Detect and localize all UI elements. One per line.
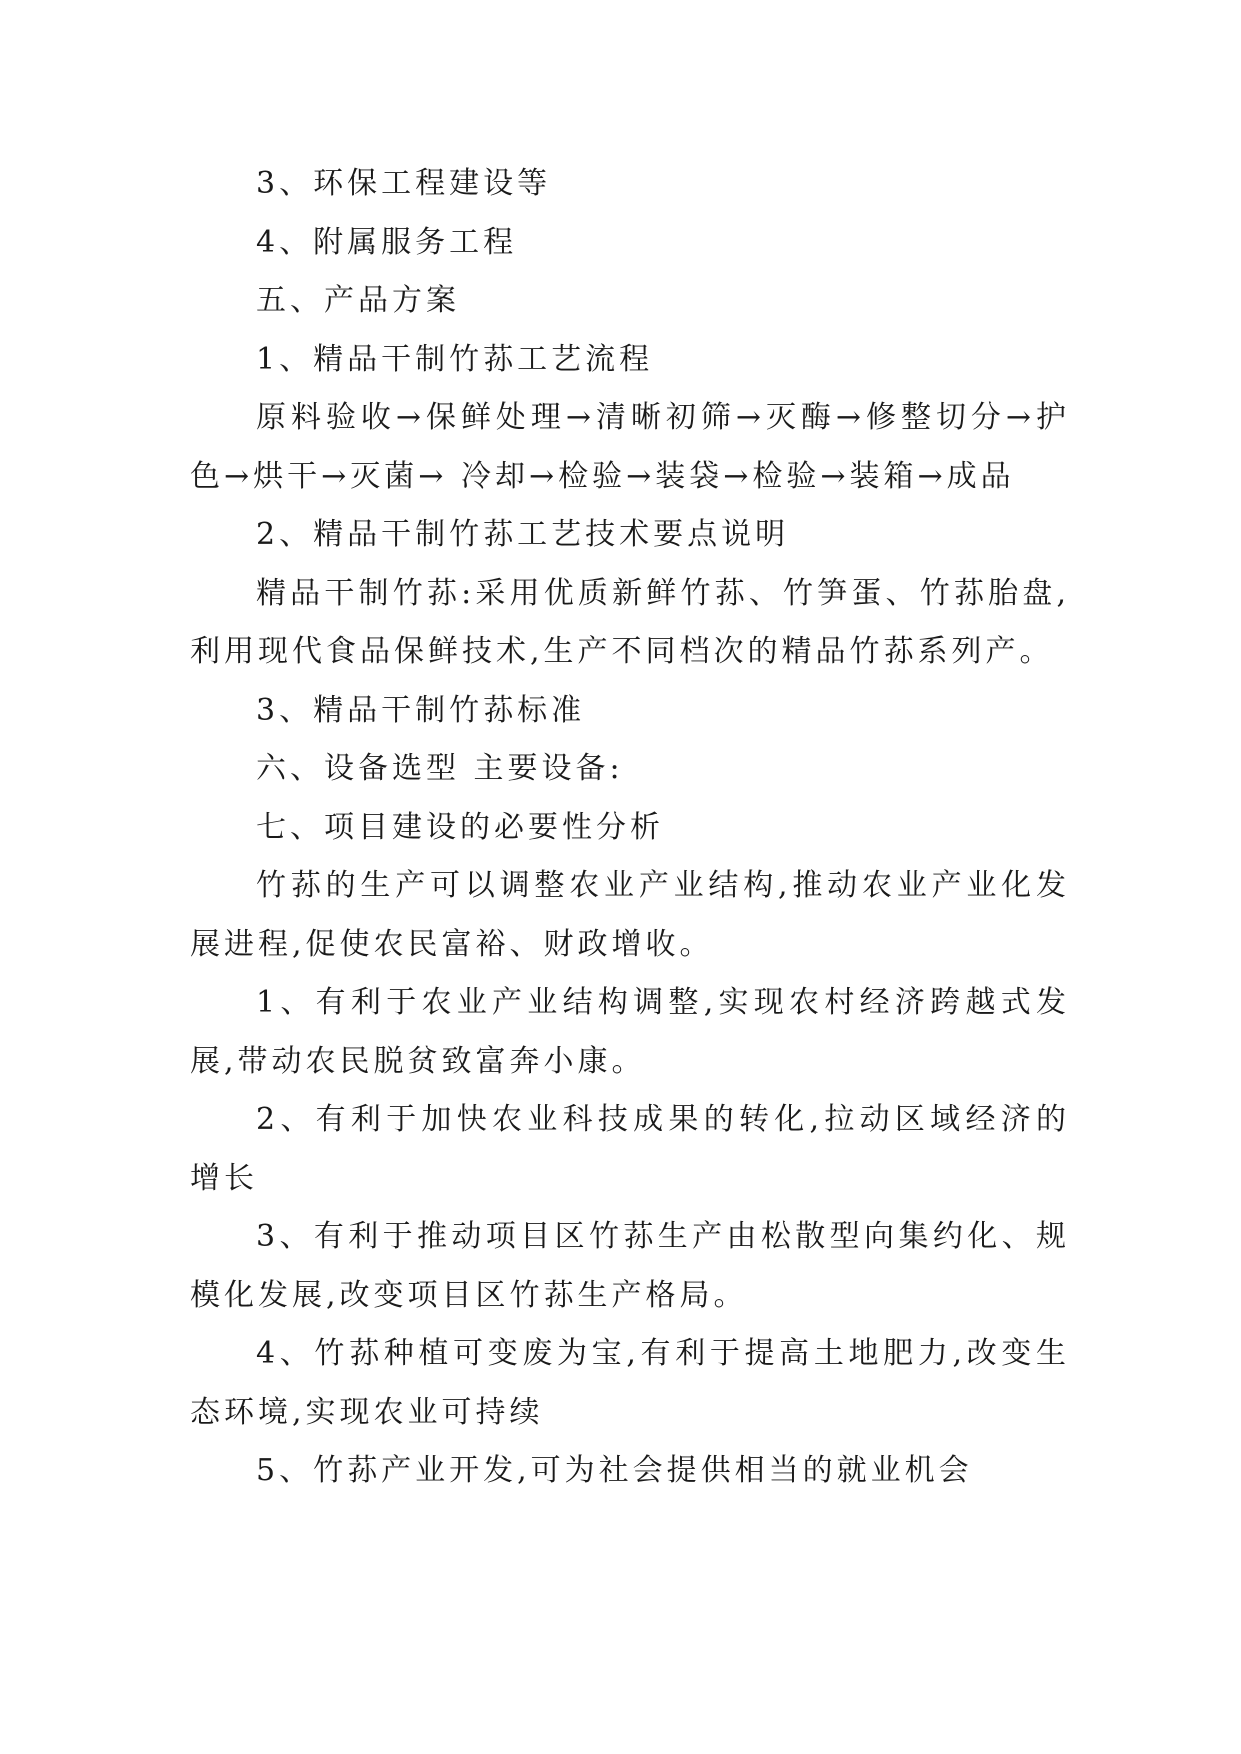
heading-necessity-analysis: 七、项目建设的必要性分析 [256,809,664,845]
subheading-product-standard: 3、精品干制竹荪标准 [256,692,586,728]
list-item-necessity-4: 4、竹荪种植可变废为宝,有利于提高土地肥力,改变生态环境,实现农业可持续 [190,1336,1070,1430]
paragraph-technical-description: 精品干制竹荪:采用优质新鲜竹荪、竹笋蛋、竹荪胎盘,利用现代食品保鲜技术,生产不同档次的精品竹荪系列产。 [190,575,1070,669]
subheading-process-flow: 1、精品干制竹荪工艺流程 [256,341,654,377]
subheading-technical-points: 2、精品干制竹荪工艺技术要点说明 [256,517,790,552]
list-item-necessity-2: 2、有利于加快农业科技成果的转化,拉动区域经济的增长 [190,1102,1070,1196]
list-item-necessity-3: 3、有利于推动项目区竹荪生产由松散型向集约化、规模化发展,改变项目区竹荪生产格局。 [190,1219,1070,1313]
heading-product-plan: 五、产品方案 [256,283,460,318]
list-item-necessity-1: 1、有利于农业产业结构调整,实现农村经济跨越式发展,带动农民脱贫致富奔小康。 [190,985,1070,1079]
heading-equipment-selection: 六、设备选型 主要设备: [256,751,624,786]
list-item-necessity-5: 5、竹荪产业开发,可为社会提供相当的就业机会 [256,1453,973,1488]
paragraph-ancillary-services: 4、附属服务工程 [256,224,518,260]
paragraph-necessity-intro: 竹荪的生产可以调整农业产业结构,推动农业产业化发展进程,促使农民富裕、财政增收。 [190,868,1070,962]
document-body [190,155,1070,1501]
paragraph-process-steps: 原料验收→保鲜处理→清晰初筛→灭酶→修整切分→护色→烘干→灭菌→ 冷却→检验→装袋→检验→装箱→成品 [190,400,1070,494]
paragraph-environmental-engineering: 3、环保工程建设等 [256,166,552,201]
